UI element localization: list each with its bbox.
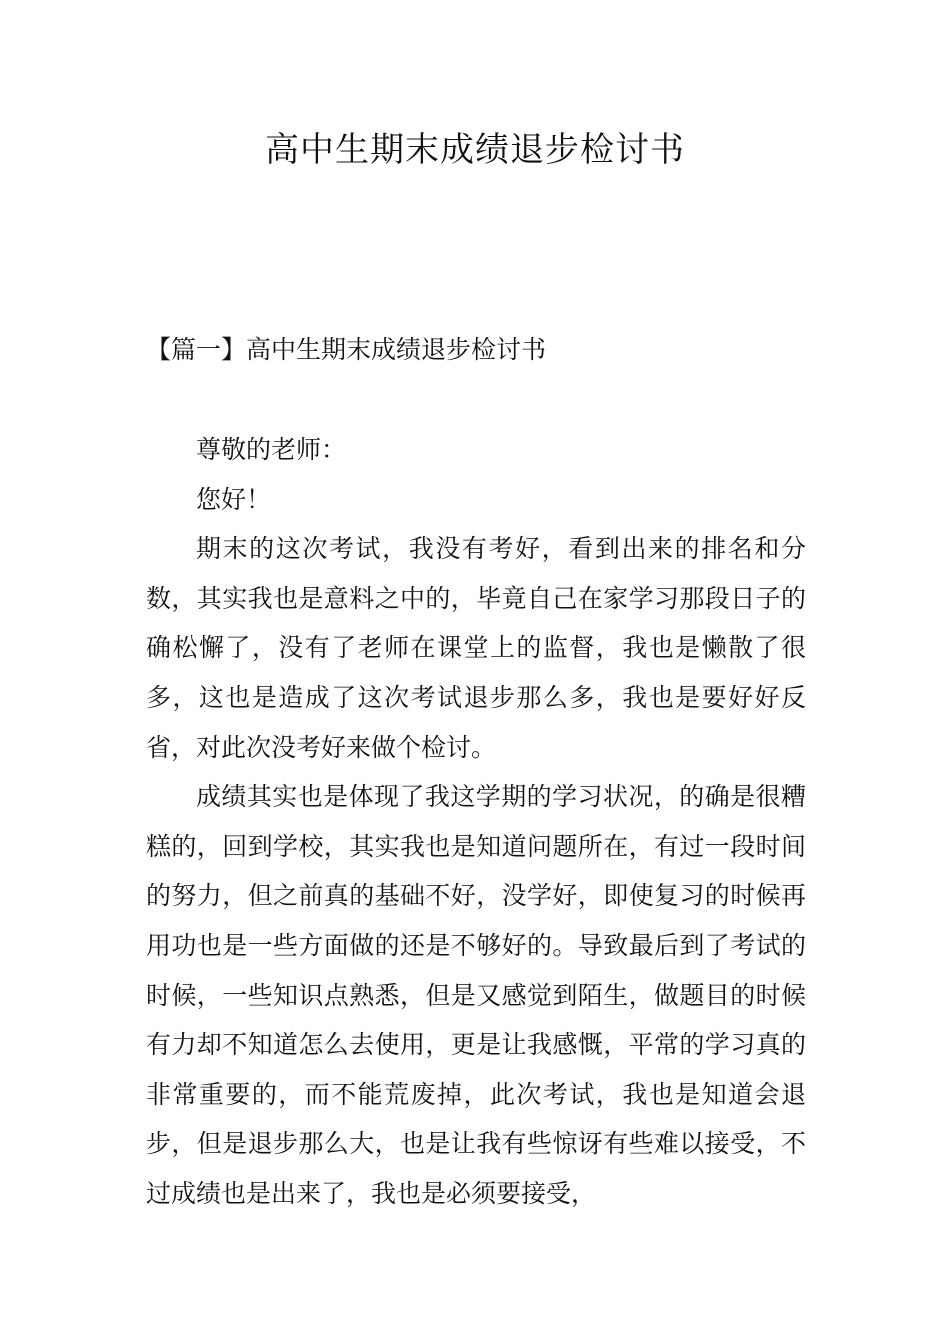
letter-body: [146, 425, 806, 1219]
salutation: 尊敬的老师：: [196, 435, 347, 464]
body-paragraph: 期末的这次考试，我没有考好，看到出来的排名和分数，其实我也是意料之中的，毕竟自己在家学习那段日子的确松懈了，没有了老师在课堂上的监督，我也是懒散了很多，这也是造成了这次考试退步那么多，我也是要好好反省，对此次没考好来做个检讨。: [146, 534, 806, 762]
greeting: 您好！: [196, 484, 272, 514]
body-paragraph: 成绩其实也是体现了我这学期的学习状况，的确是很糟糕的，回到学校，其实我也是知道问题所在，有过一段时间的努力，但之前真的基础不好，没学好，即使复习的时候再用功也是一些方面做的还是不够好的。导致最后到了考试的时候，一些知识点熟悉，但是又感觉到陌生，做题目的时候有力却不知道怎么去使用，更是让我感慨，平常的学习真的非常重要的，而不能荒废掉，此次考试，我也是知道会退步，但是退步那么大，也是让我有些惊讶有些难以接受，不过成绩也是出来了，我也是必须要接受，: [146, 782, 806, 1208]
document-title: 高中生期末成绩退步检讨书: [265, 130, 685, 170]
section-heading: 【篇一】高中生期末成绩退步检讨书: [146, 335, 547, 364]
